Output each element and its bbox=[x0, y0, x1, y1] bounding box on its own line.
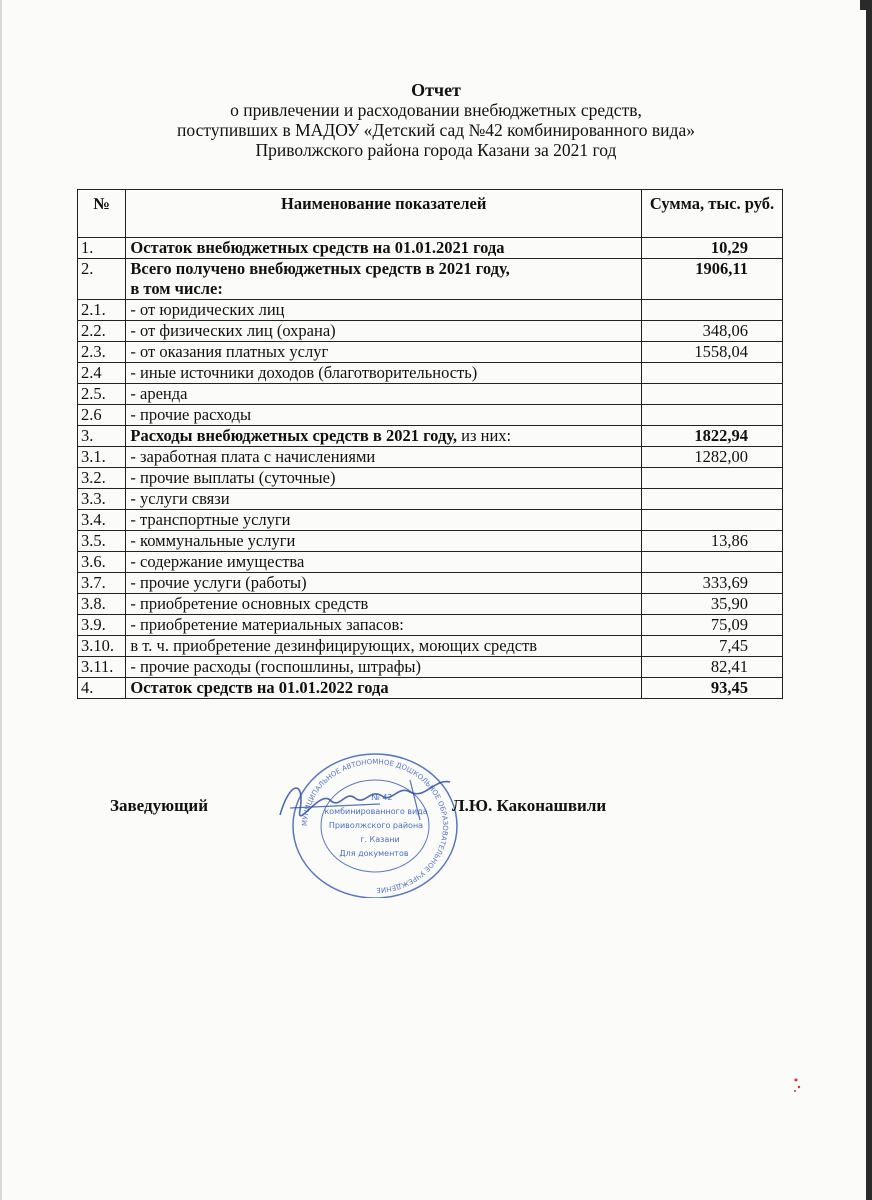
row-number: 3. bbox=[78, 426, 126, 447]
stamp-line-3: Приволжского района bbox=[328, 821, 424, 830]
row-name-text: - от физических лиц (охрана) bbox=[130, 321, 336, 340]
row-name-text: Расходы внебюджетных средств в 2021 году, bbox=[130, 426, 458, 445]
table-row bbox=[78, 636, 783, 657]
row-name-text: Остаток внебюджетных средств на 01.01.2021 года bbox=[130, 238, 505, 257]
row-name bbox=[126, 384, 642, 405]
row-name bbox=[126, 300, 642, 321]
row-number: 1. bbox=[78, 238, 126, 259]
row-number: 2.1. bbox=[78, 300, 126, 321]
row-name-text: - от юридических лиц bbox=[130, 300, 285, 319]
row-name-text: - иные источники доходов (благотворительность) bbox=[130, 363, 478, 382]
row-name bbox=[126, 531, 642, 552]
row-name bbox=[126, 657, 642, 678]
table-row bbox=[78, 531, 783, 552]
row-sum: 35,90 bbox=[641, 594, 782, 615]
scan-corner-mark bbox=[860, 0, 870, 10]
row-sum bbox=[641, 489, 782, 510]
row-number: 3.9. bbox=[78, 615, 126, 636]
row-name bbox=[126, 594, 642, 615]
signer-title: Заведующий bbox=[110, 796, 209, 815]
row-number: 3.3. bbox=[78, 489, 126, 510]
row-name-text: - приобретение материальных запасов: bbox=[130, 615, 404, 634]
row-name bbox=[126, 405, 642, 426]
table-row bbox=[78, 405, 783, 426]
row-sum bbox=[641, 384, 782, 405]
row-sum bbox=[641, 468, 782, 489]
row-sum: 348,06 bbox=[641, 321, 782, 342]
table-row bbox=[78, 489, 783, 510]
handwritten-signature bbox=[260, 770, 470, 840]
table-row bbox=[78, 468, 783, 489]
row-name-text: - коммунальные услуги bbox=[130, 531, 296, 550]
row-name-continuation: в том числе: bbox=[130, 279, 223, 298]
row-sum: 10,29 bbox=[641, 238, 782, 259]
row-number: 2. bbox=[78, 259, 126, 300]
row-number: 3.5. bbox=[78, 531, 126, 552]
header-name: Наименование показателей bbox=[126, 190, 642, 238]
report-header bbox=[0, 80, 872, 160]
row-name bbox=[126, 636, 642, 657]
row-sum: 1906,11 bbox=[641, 259, 782, 300]
row-name bbox=[126, 363, 642, 384]
report-subtitle-line-2: поступивших в МАДОУ «Детский сад №42 комбинированного вида» bbox=[177, 120, 695, 140]
row-number: 3.8. bbox=[78, 594, 126, 615]
report-subtitle-line-3: Приволжского района города Казани за 2021 год bbox=[255, 140, 617, 160]
header-number: № bbox=[78, 190, 126, 238]
table-row bbox=[78, 300, 783, 321]
row-sum: 1558,04 bbox=[641, 342, 782, 363]
stamp-line-5: Для документов bbox=[339, 849, 409, 858]
report-table bbox=[77, 189, 783, 699]
table-row bbox=[78, 363, 783, 384]
row-number: 3.7. bbox=[78, 573, 126, 594]
row-number: 3.10. bbox=[78, 636, 126, 657]
row-number: 2.6 bbox=[78, 405, 126, 426]
row-number: 2.3. bbox=[78, 342, 126, 363]
row-number: 3.6. bbox=[78, 552, 126, 573]
row-number: 3.1. bbox=[78, 447, 126, 468]
row-name-text: - приобретение основных средств bbox=[130, 594, 369, 613]
row-name bbox=[126, 259, 642, 300]
table-row bbox=[78, 447, 783, 468]
row-number: 4. bbox=[78, 678, 126, 699]
row-sum: 333,69 bbox=[641, 573, 782, 594]
row-name-text: - содержание имущества bbox=[130, 552, 305, 571]
row-sum: 1282,00 bbox=[641, 447, 782, 468]
row-name bbox=[126, 489, 642, 510]
header-sum: Сумма, тыс. руб. bbox=[641, 190, 782, 238]
table-row bbox=[78, 426, 783, 447]
row-name-text: - транспортные услуги bbox=[130, 510, 291, 529]
row-sum bbox=[641, 510, 782, 531]
row-sum: 82,41 bbox=[641, 657, 782, 678]
report-title: Отчет bbox=[411, 80, 461, 100]
table-row bbox=[78, 259, 783, 300]
row-number: 3.11. bbox=[78, 657, 126, 678]
row-name bbox=[126, 321, 642, 342]
row-sum: 75,09 bbox=[641, 615, 782, 636]
row-name-text: - прочие расходы bbox=[130, 405, 252, 424]
table-row bbox=[78, 594, 783, 615]
row-name-text: - заработная плата с начислениями bbox=[130, 447, 376, 466]
table-row bbox=[78, 510, 783, 531]
table-row bbox=[78, 384, 783, 405]
row-name bbox=[126, 238, 642, 259]
table-row bbox=[78, 552, 783, 573]
table-row bbox=[78, 573, 783, 594]
row-name-text: Всего получено внебюджетных средств в 2021 году, bbox=[130, 259, 510, 278]
row-name-text: - услуги связи bbox=[130, 489, 230, 508]
row-name-text: - прочие расходы (госпошлины, штрафы) bbox=[130, 657, 421, 676]
row-number: 2.5. bbox=[78, 384, 126, 405]
row-name bbox=[126, 426, 642, 447]
row-name-text: - аренда bbox=[130, 384, 188, 403]
row-name-text: в т. ч. приобретение дезинфицирующих, моющих средств bbox=[130, 636, 538, 655]
row-name-tail: из них: bbox=[457, 426, 512, 445]
stamp-line-1: № 42 bbox=[371, 793, 393, 802]
signer-name: Л.Ю. Каконашвили bbox=[452, 796, 607, 815]
row-sum bbox=[641, 363, 782, 384]
row-name bbox=[126, 573, 642, 594]
row-name bbox=[126, 678, 642, 699]
table-row bbox=[78, 342, 783, 363]
row-name bbox=[126, 447, 642, 468]
page-right-edge bbox=[866, 0, 872, 1200]
stamp-line-4: г. Казани bbox=[360, 835, 400, 844]
row-sum: 93,45 bbox=[641, 678, 782, 699]
table-row bbox=[78, 321, 783, 342]
row-number: 2.4 bbox=[78, 363, 126, 384]
scan-artifact-mark bbox=[790, 1075, 804, 1095]
row-name-text: Остаток средств на 01.01.2022 года bbox=[130, 678, 389, 697]
row-name-text: - прочие услуги (работы) bbox=[130, 573, 307, 592]
row-name bbox=[126, 342, 642, 363]
row-sum: 13,86 bbox=[641, 531, 782, 552]
row-name bbox=[126, 468, 642, 489]
row-name bbox=[126, 615, 642, 636]
row-number: 3.2. bbox=[78, 468, 126, 489]
row-sum: 1822,94 bbox=[641, 426, 782, 447]
row-sum bbox=[641, 552, 782, 573]
table-row bbox=[78, 678, 783, 699]
row-name-text: - от оказания платных услуг bbox=[130, 342, 329, 361]
table-row bbox=[78, 615, 783, 636]
table-row bbox=[78, 657, 783, 678]
stamp-line-2: комбинированного вида bbox=[324, 807, 428, 816]
row-sum bbox=[641, 300, 782, 321]
row-name-text: - прочие выплаты (суточные) bbox=[130, 468, 336, 487]
table-row bbox=[78, 238, 783, 259]
row-name bbox=[126, 510, 642, 531]
row-number: 2.2. bbox=[78, 321, 126, 342]
report-subtitle-line-1: о привлечении и расходовании внебюджетных средств, bbox=[230, 100, 642, 120]
row-number: 3.4. bbox=[78, 510, 126, 531]
stamp-ring-text: МУНИЦИПАЛЬНОЕ АВТОНОМНОЕ ДОШКОЛЬНОЕ ОБРАЗОВАТЕЛЬНОЕ УЧРЕЖДЕНИЕ bbox=[300, 757, 450, 895]
row-sum: 7,45 bbox=[641, 636, 782, 657]
row-name bbox=[126, 552, 642, 573]
row-sum bbox=[641, 405, 782, 426]
page-left-edge bbox=[0, 0, 2, 1200]
